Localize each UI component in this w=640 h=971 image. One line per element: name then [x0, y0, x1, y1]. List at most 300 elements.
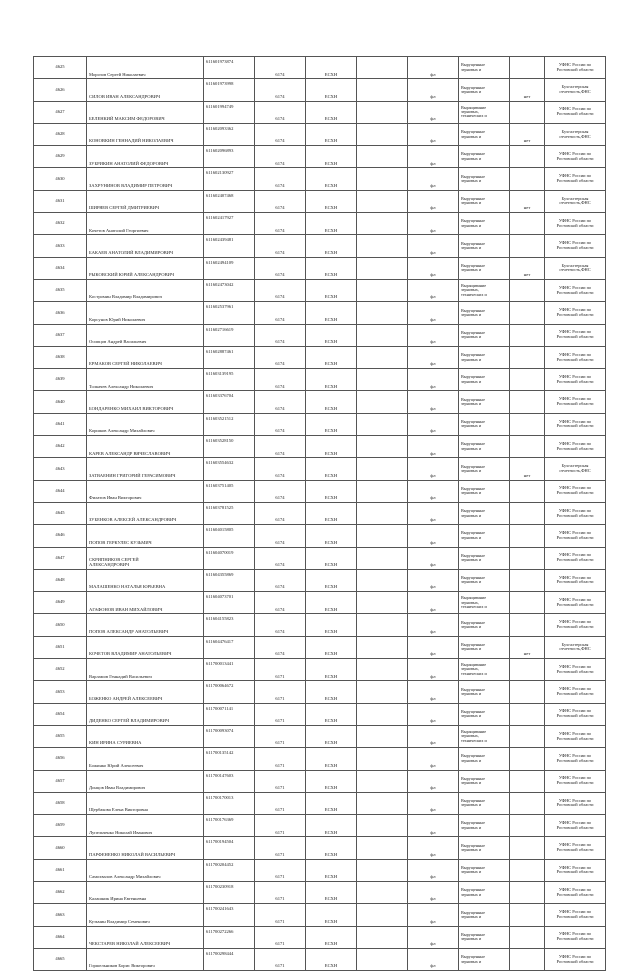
- inn-number: 611604015805: [204, 525, 255, 547]
- recipient-authority: УФНС России по Ростовской области: [545, 346, 606, 368]
- reporting-flag: [510, 815, 545, 837]
- row-number: 4648: [34, 569, 87, 591]
- inn-number: 611602407468: [204, 190, 255, 212]
- activity-description: Вырущенные зерновых и: [459, 123, 510, 145]
- empty-cell: [357, 681, 408, 703]
- tax-office-code: 6174: [255, 213, 306, 235]
- reporting-flag: [510, 480, 545, 502]
- reporting-flag: [510, 391, 545, 413]
- taxpayer-name: БАКАЕВ АНАТОЛИЙ ВЛАДИМИРОВИЧ: [87, 235, 204, 257]
- taxpayer-kind: фл: [408, 859, 459, 881]
- recipient-authority: УФНС России по Ростовской области: [545, 748, 606, 770]
- activity-description: Выращивание зерновых, технических и: [459, 659, 510, 681]
- table-row: [34, 57, 606, 79]
- taxpayer-kind: фл: [408, 815, 459, 837]
- reporting-flag: нет: [510, 190, 545, 212]
- empty-cell: [357, 57, 408, 79]
- tax-regime: ЕСХН: [306, 881, 357, 903]
- tax-office-code: 6174: [255, 458, 306, 480]
- taxpayer-kind: фл: [408, 79, 459, 101]
- activity-description: Вырущенные зерновых и: [459, 369, 510, 391]
- row-number: 4643: [34, 458, 87, 480]
- taxpayer-kind: фл: [408, 569, 459, 591]
- tax-regime: ЕСХН: [306, 926, 357, 948]
- table-row: [34, 748, 606, 770]
- row-number: 4630: [34, 168, 87, 190]
- taxpayer-name: БЕЛЕНКИЙ МАКСИМ ФЕДОРОВИЧ: [87, 101, 204, 123]
- inn-number: 611700204452: [204, 859, 255, 881]
- table-row: [34, 904, 606, 926]
- tax-regime: ЕСХН: [306, 146, 357, 168]
- taxpayer-kind: фл: [408, 436, 459, 458]
- recipient-authority: Бухгалтерская отчетность,ФНС: [545, 257, 606, 279]
- table-row: [34, 458, 606, 480]
- inn-number: 611601973874: [204, 57, 255, 79]
- reporting-flag: нет: [510, 123, 545, 145]
- tax-office-code: 6171: [255, 859, 306, 881]
- activity-description: Вырущенные зерновых и: [459, 391, 510, 413]
- tax-office-code: 6174: [255, 101, 306, 123]
- taxpayer-kind: фл: [408, 770, 459, 792]
- taxpayer-name: ДИДЕНКО СЕРГЕЙ ВЛАДИМИРОВИЧ: [87, 703, 204, 725]
- row-number: 4628: [34, 123, 87, 145]
- row-number: 4651: [34, 636, 87, 658]
- inn-number: 611604070019: [204, 547, 255, 569]
- tax-office-code: 6174: [255, 413, 306, 435]
- recipient-authority: УФНС России по Ростовской области: [545, 101, 606, 123]
- reporting-flag: [510, 235, 545, 257]
- empty-cell: [357, 458, 408, 480]
- reporting-flag: нет: [510, 636, 545, 658]
- taxpayer-name: Самохвалов Александр Михайлович: [87, 859, 204, 881]
- recipient-authority: УФНС России по Ростовской области: [545, 770, 606, 792]
- table-row: [34, 792, 606, 814]
- tax-office-code: 6171: [255, 881, 306, 903]
- empty-cell: [357, 436, 408, 458]
- taxpayer-kind: фл: [408, 257, 459, 279]
- inn-number: 611700013441: [204, 659, 255, 681]
- activity-description: Вырущенные зерновых и: [459, 302, 510, 324]
- tax-office-code: 6174: [255, 569, 306, 591]
- recipient-authority: УФНС России по Ростовской области: [545, 413, 606, 435]
- taxpayer-name: Щербакова Елена Викторовна: [87, 792, 204, 814]
- activity-description: Вырущенные зерновых и: [459, 436, 510, 458]
- inn-number: 611601994749: [204, 101, 255, 123]
- reporting-flag: [510, 525, 545, 547]
- taxpayer-name: Донцов Иван Владимирович: [87, 770, 204, 792]
- tax-office-code: 6174: [255, 146, 306, 168]
- activity-description: Вырущенные зерновых и: [459, 213, 510, 235]
- tax-regime: ЕСХН: [306, 436, 357, 458]
- row-number: 4661: [34, 859, 87, 881]
- table-row: [34, 302, 606, 324]
- reporting-flag: [510, 101, 545, 123]
- tax-office-code: 6174: [255, 279, 306, 301]
- recipient-authority: УФНС России по Ростовской области: [545, 168, 606, 190]
- tax-regime: ЕСХН: [306, 391, 357, 413]
- inn-number: 611603554632: [204, 458, 255, 480]
- tax-regime: ЕСХН: [306, 213, 357, 235]
- inn-number: 611602130927: [204, 168, 255, 190]
- tax-office-code: 6174: [255, 614, 306, 636]
- table-row: [34, 168, 606, 190]
- row-number: 4665: [34, 948, 87, 970]
- tax-office-code: 6174: [255, 57, 306, 79]
- taxpayer-kind: фл: [408, 123, 459, 145]
- tax-regime: ЕСХН: [306, 168, 357, 190]
- taxpayer-kind: фл: [408, 458, 459, 480]
- inn-number: 611700298444: [204, 948, 255, 970]
- tax-regime: ЕСХН: [306, 904, 357, 926]
- tax-office-code: 6171: [255, 659, 306, 681]
- taxpayer-name: КОНОВКИН ГЕННАДИЙ НИКОЛАЕВИЧ: [87, 123, 204, 145]
- inn-number: 611700272266: [204, 926, 255, 948]
- tax-office-code: 6171: [255, 926, 306, 948]
- taxpayer-name: ЧЕКСТАРЕВ НИКОЛАЙ АЛЕКСЕЕВИЧ: [87, 926, 204, 948]
- activity-description: Вырущенные зерновых и: [459, 525, 510, 547]
- table-row: [34, 101, 606, 123]
- empty-cell: [357, 815, 408, 837]
- table-row: [34, 324, 606, 346]
- reporting-flag: [510, 614, 545, 636]
- empty-cell: [357, 324, 408, 346]
- table-row: [34, 346, 606, 368]
- table-row: [34, 480, 606, 502]
- taxpayer-name: ШИРЯЕВ СЕРГЕЙ ДМИТРИЕВИЧ: [87, 190, 204, 212]
- inn-number: 611602096893: [204, 146, 255, 168]
- document-page: [33, 56, 606, 971]
- activity-description: Вырущенные зерновых и: [459, 681, 510, 703]
- activity-description: Вырущенные зерновых и: [459, 859, 510, 881]
- row-number: 4629: [34, 146, 87, 168]
- taxpayer-name: Морозов Сергей Николаевич: [87, 57, 204, 79]
- inn-number: 611700071141: [204, 703, 255, 725]
- taxpayer-kind: фл: [408, 547, 459, 569]
- tax-regime: ЕСХН: [306, 525, 357, 547]
- taxpayer-kind: фл: [408, 748, 459, 770]
- taxpayer-kind: фл: [408, 324, 459, 346]
- activity-description: Вырущенные зерновых и: [459, 569, 510, 591]
- empty-cell: [357, 659, 408, 681]
- tax-office-code: 6174: [255, 346, 306, 368]
- taxpayer-name: Осипцов Андрей Васильевич: [87, 324, 204, 346]
- recipient-authority: УФНС России по Ростовской области: [545, 279, 606, 301]
- recipient-authority: Бухгалтерская отчетность,ФНС: [545, 636, 606, 658]
- tax-office-code: 6171: [255, 681, 306, 703]
- tax-regime: ЕСХН: [306, 592, 357, 614]
- recipient-authority: УФНС России по Ростовской области: [545, 815, 606, 837]
- tax-regime: ЕСХН: [306, 770, 357, 792]
- row-number: 4645: [34, 502, 87, 524]
- table-row: [34, 190, 606, 212]
- tax-office-code: 6174: [255, 123, 306, 145]
- activity-description: Вырущенные зерновых и: [459, 792, 510, 814]
- empty-cell: [357, 79, 408, 101]
- row-number: 4642: [34, 436, 87, 458]
- recipient-authority: УФНС России по Ростовской области: [545, 904, 606, 926]
- inn-number: 611700230918: [204, 881, 255, 903]
- taxpayer-name: Калашник Ирина Евгеньевна: [87, 881, 204, 903]
- empty-cell: [357, 904, 408, 926]
- recipient-authority: УФНС России по Ростовской области: [545, 302, 606, 324]
- tax-office-code: 6171: [255, 837, 306, 859]
- taxpayer-name: Кузьмин Владимир Семенович: [87, 904, 204, 926]
- empty-cell: [357, 547, 408, 569]
- row-number: 4662: [34, 881, 87, 903]
- empty-cell: [357, 369, 408, 391]
- reporting-flag: [510, 792, 545, 814]
- reporting-flag: [510, 569, 545, 591]
- activity-description: Вырущенные зерновых и: [459, 748, 510, 770]
- row-number: 4633: [34, 235, 87, 257]
- table-row: [34, 592, 606, 614]
- reporting-flag: [510, 592, 545, 614]
- taxpayer-kind: фл: [408, 881, 459, 903]
- row-number: 4627: [34, 101, 87, 123]
- inn-number: 611602417927: [204, 213, 255, 235]
- inn-number: 611602093362: [204, 123, 255, 145]
- tax-regime: ЕСХН: [306, 57, 357, 79]
- taxpayer-kind: фл: [408, 926, 459, 948]
- recipient-authority: УФНС России по Ростовской области: [545, 569, 606, 591]
- table-row: [34, 815, 606, 837]
- tax-regime: ЕСХН: [306, 837, 357, 859]
- row-number: 4653: [34, 681, 87, 703]
- table-row: [34, 123, 606, 145]
- inn-number: 611602887461: [204, 346, 255, 368]
- recipient-authority: УФНС России по Ростовской области: [545, 881, 606, 903]
- tax-regime: ЕСХН: [306, 257, 357, 279]
- empty-cell: [357, 480, 408, 502]
- taxpayer-kind: фл: [408, 391, 459, 413]
- tax-office-code: 6174: [255, 79, 306, 101]
- inn-number: 611700064672: [204, 681, 255, 703]
- empty-cell: [357, 725, 408, 747]
- empty-cell: [357, 525, 408, 547]
- tax-regime: ЕСХН: [306, 948, 357, 970]
- recipient-authority: Бухгалтерская отчетность,ФНС: [545, 458, 606, 480]
- tax-regime: ЕСХН: [306, 346, 357, 368]
- reporting-flag: [510, 926, 545, 948]
- taxpayer-name: ЗАХРУНИНОВ ВЛАДИМИР ПЕТРОВИЧ: [87, 168, 204, 190]
- row-number: 4625: [34, 57, 87, 79]
- empty-cell: [357, 279, 408, 301]
- recipient-authority: УФНС России по Ростовской области: [545, 703, 606, 725]
- taxpayer-name: КОЧЕТОВ ВЛАДИМИР АНАТОЛЬЕВИЧ: [87, 636, 204, 658]
- taxpayer-name: КАРЕВ АЛЕКСАНДР ВЯЧЕСЛАВОВИЧ: [87, 436, 204, 458]
- activity-description: Вырущенные зерновых и: [459, 636, 510, 658]
- reporting-flag: нет: [510, 257, 545, 279]
- taxpayer-name: Варламов Геннадий Васильевич: [87, 659, 204, 681]
- inn-number: 611700135142: [204, 748, 255, 770]
- activity-description: Вырущенные зерновых и: [459, 502, 510, 524]
- taxpayer-kind: фл: [408, 614, 459, 636]
- empty-cell: [357, 502, 408, 524]
- table-row: [34, 859, 606, 881]
- reporting-flag: [510, 302, 545, 324]
- taxpayer-kind: фл: [408, 190, 459, 212]
- reporting-flag: [510, 346, 545, 368]
- tax-office-code: 6174: [255, 257, 306, 279]
- recipient-authority: УФНС России по Ростовской области: [545, 659, 606, 681]
- recipient-authority: УФНС России по Ростовской области: [545, 502, 606, 524]
- taxpayer-name: Божинко Юрий Алексеевич: [87, 748, 204, 770]
- inn-number: 611604355869: [204, 569, 255, 591]
- tax-office-code: 6171: [255, 948, 306, 970]
- taxpayer-kind: фл: [408, 279, 459, 301]
- taxpayer-name: ПАРФЕНЕНКО НИКОЛАЙ ВАСИЛЬЕВИЧ: [87, 837, 204, 859]
- taxpayer-kind: фл: [408, 502, 459, 524]
- taxpayer-name: СКРИПНИКОВ СЕРГЕЙ АЛЕКСАНДРОВИЧ: [87, 547, 204, 569]
- taxpayer-kind: фл: [408, 948, 459, 970]
- empty-cell: [357, 592, 408, 614]
- taxpayer-kind: фл: [408, 525, 459, 547]
- tax-office-code: 6174: [255, 369, 306, 391]
- empty-cell: [357, 257, 408, 279]
- activity-description: Вырущенные зерновых и: [459, 324, 510, 346]
- tax-office-code: 6174: [255, 502, 306, 524]
- inn-number: 611602439481: [204, 235, 255, 257]
- tax-regime: ЕСХН: [306, 703, 357, 725]
- table-row: [34, 681, 606, 703]
- recipient-authority: УФНС России по Ростовской области: [545, 592, 606, 614]
- activity-description: Вырущенные зерновых и: [459, 235, 510, 257]
- row-number: 4647: [34, 547, 87, 569]
- taxpayer-name: ПОПОВ ГЕРКУЛЕС КУЗЬМИЧ: [87, 525, 204, 547]
- tax-regime: ЕСХН: [306, 279, 357, 301]
- taxpayer-name: БОНДАРЕНКО МИХАИЛ ВИКТОРОВИЧ: [87, 391, 204, 413]
- empty-cell: [357, 413, 408, 435]
- tax-regime: ЕСХН: [306, 569, 357, 591]
- inn-number: 611700147603: [204, 770, 255, 792]
- tax-office-code: 6171: [255, 748, 306, 770]
- reporting-flag: [510, 859, 545, 881]
- table-row: [34, 257, 606, 279]
- row-number: 4637: [34, 324, 87, 346]
- empty-cell: [357, 748, 408, 770]
- taxpayer-name: Корсунов Юрий Николаевич: [87, 302, 204, 324]
- table-body: [34, 57, 606, 971]
- activity-description: Выращивание зерновых, технических и: [459, 725, 510, 747]
- empty-cell: [357, 101, 408, 123]
- table-row: [34, 636, 606, 658]
- tax-regime: ЕСХН: [306, 681, 357, 703]
- recipient-authority: УФНС России по Ростовской области: [545, 57, 606, 79]
- inn-number: 611700194504: [204, 837, 255, 859]
- reporting-flag: нет: [510, 458, 545, 480]
- row-number: 4655: [34, 725, 87, 747]
- inn-number: 611603376704: [204, 391, 255, 413]
- empty-cell: [357, 213, 408, 235]
- tax-office-code: 6171: [255, 725, 306, 747]
- taxpayer-kind: фл: [408, 659, 459, 681]
- tax-office-code: 6174: [255, 324, 306, 346]
- recipient-authority: УФНС России по Ростовской области: [545, 369, 606, 391]
- taxpayer-kind: фл: [408, 213, 459, 235]
- tax-regime: ЕСХН: [306, 369, 357, 391]
- taxpayer-name: СИЛОВ ИВАН АЛЕКСАНДРОВИЧ: [87, 79, 204, 101]
- row-number: 4640: [34, 391, 87, 413]
- tax-regime: ЕСХН: [306, 302, 357, 324]
- activity-description: Вырущенные зерновых и: [459, 948, 510, 970]
- inn-number: 611602494109: [204, 257, 255, 279]
- tax-office-code: 6171: [255, 792, 306, 814]
- recipient-authority: Бухгалтерская отчетность,ФНС: [545, 79, 606, 101]
- recipient-authority: Бухгалтерская отчетность,ФНС: [545, 190, 606, 212]
- inn-number: 611603521512: [204, 413, 255, 435]
- activity-description: Вырущенные зерновых и: [459, 703, 510, 725]
- tax-regime: ЕСХН: [306, 123, 357, 145]
- taxpayer-kind: фл: [408, 302, 459, 324]
- empty-cell: [357, 569, 408, 591]
- reporting-flag: [510, 948, 545, 970]
- recipient-authority: УФНС России по Ростовской области: [545, 681, 606, 703]
- activity-description: Вырущенные зерновых и: [459, 168, 510, 190]
- activity-description: Вырущенные зерновых и: [459, 346, 510, 368]
- inn-number: 611603139195: [204, 369, 255, 391]
- activity-description: Вырущенные зерновых и: [459, 79, 510, 101]
- reporting-flag: [510, 502, 545, 524]
- activity-description: Вырущенные зерновых и: [459, 480, 510, 502]
- tax-regime: ЕСХН: [306, 859, 357, 881]
- inn-number: 611604073701: [204, 592, 255, 614]
- row-number: 4634: [34, 257, 87, 279]
- empty-cell: [357, 235, 408, 257]
- row-number: 4639: [34, 369, 87, 391]
- tax-regime: ЕСХН: [306, 235, 357, 257]
- reporting-flag: [510, 213, 545, 235]
- tax-regime: ЕСХН: [306, 614, 357, 636]
- reporting-flag: [510, 146, 545, 168]
- reporting-flag: [510, 413, 545, 435]
- inn-number: 611602716619: [204, 324, 255, 346]
- reporting-flag: [510, 837, 545, 859]
- inn-number: 611603528150: [204, 436, 255, 458]
- inn-number: 611604155823: [204, 614, 255, 636]
- table-row: [34, 881, 606, 903]
- recipient-authority: УФНС России по Ростовской области: [545, 480, 606, 502]
- activity-description: Вырущенные зерновых и: [459, 815, 510, 837]
- taxpayer-kind: фл: [408, 168, 459, 190]
- tax-office-code: 6174: [255, 235, 306, 257]
- activity-description: Вырущенные зерновых и: [459, 904, 510, 926]
- activity-description: Выращивание зерновых, технических и: [459, 101, 510, 123]
- reporting-flag: [510, 324, 545, 346]
- taxpayer-name: Горшельников Борис Викторович: [87, 948, 204, 970]
- inn-number: 611602473042: [204, 279, 255, 301]
- recipient-authority: Бухгалтерская отчетность,ФНС: [545, 123, 606, 145]
- taxpayer-kind: фл: [408, 681, 459, 703]
- table-row: [34, 837, 606, 859]
- table-row: [34, 146, 606, 168]
- taxpayer-kind: фл: [408, 904, 459, 926]
- tax-office-code: 6174: [255, 436, 306, 458]
- recipient-authority: УФНС России по Ростовской области: [545, 146, 606, 168]
- activity-description: Вырущенные зерновых и: [459, 881, 510, 903]
- activity-description: Вырущенные зерновых и: [459, 257, 510, 279]
- tax-office-code: 6174: [255, 391, 306, 413]
- tax-office-code: 6171: [255, 770, 306, 792]
- table-row: [34, 614, 606, 636]
- table-row: [34, 569, 606, 591]
- tax-office-code: 6174: [255, 302, 306, 324]
- activity-description: Вырущенные зерновых и: [459, 458, 510, 480]
- taxpayer-name: Костромин Владимир Владимирович: [87, 279, 204, 301]
- empty-cell: [357, 926, 408, 948]
- table-row: [34, 948, 606, 970]
- tax-office-code: 6174: [255, 190, 306, 212]
- inn-number: 611603751405: [204, 480, 255, 502]
